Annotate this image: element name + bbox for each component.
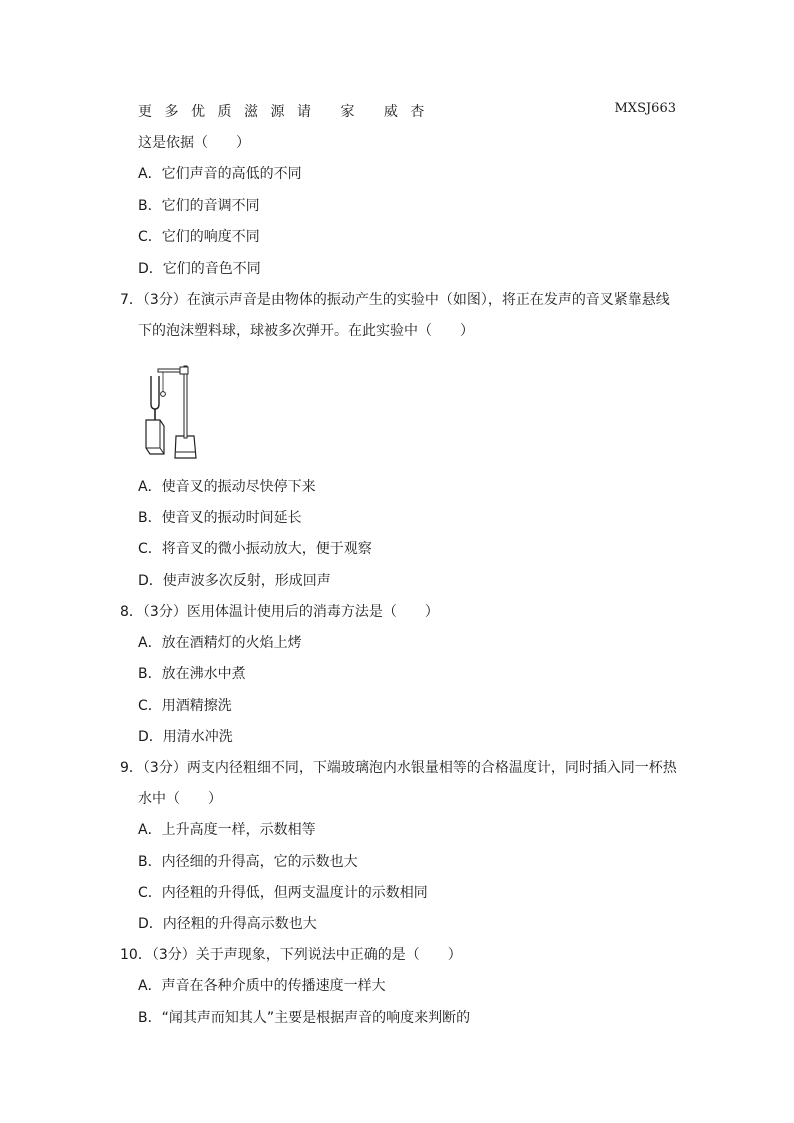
stand-clamp	[180, 367, 188, 374]
page-header	[138, 101, 676, 123]
q8-option-c: C．用酒精擦洗	[138, 698, 232, 714]
q7-stem-line2: 下的泡沫塑料球，球被多次弹开。在此实验中（ ）	[138, 323, 474, 339]
q9-option-c: C．内径粗的升得低，但两支温度计的示数相同	[138, 885, 428, 901]
header-watermark-text: 更多优质滋源请 家 威杏	[138, 104, 437, 120]
q9-option-b: B．内径细的升得高，它的示数也大	[138, 854, 358, 870]
q10-option-b: B．“闻其声而知其人”主要是根据声音的响度来判断的	[138, 1010, 471, 1026]
q8-option-d: D．用清水冲洗	[138, 729, 233, 745]
q6-continuation: 这是依据（ ）	[138, 135, 250, 151]
q9-option-d: D．内径粗的升得高示数也大	[138, 916, 317, 932]
tuning-fork-prongs	[151, 376, 159, 409]
q6-option-b: B．它们的音调不同	[138, 198, 260, 214]
stand-pole	[184, 366, 187, 438]
tuning-fork-figure	[138, 354, 208, 466]
q7-option-b: B．使音叉的振动时间延长	[138, 510, 302, 526]
q8-option-b: B．放在沸水中煮	[138, 666, 246, 682]
q6-option-d: D．它们的音色不同	[138, 261, 261, 277]
q6-option-c: C．它们的响度不同	[138, 229, 260, 245]
q9-option-a: A．上升高度一样，示数相等	[138, 822, 316, 838]
stand-base	[175, 436, 196, 458]
q10-option-a: A．声音在各种介质中的传播速度一样大	[138, 978, 386, 994]
foam-ball	[161, 392, 166, 397]
q7-stem-line1: 7．（3分）在演示声音是由物体的振动产生的实验中（如图），将正在发声的音叉紧靠悬线	[120, 292, 670, 308]
q8-stem: 8．（3分）医用体温计使用后的消毒方法是（ ）	[120, 604, 439, 620]
q10-stem: 10．（3分）关于声现象，下列说法中正确的是（ ）	[120, 947, 462, 963]
q9-stem-line2: 水中（ ）	[138, 791, 222, 807]
q6-option-a: A．它们声音的高低的不同	[138, 166, 302, 182]
header-code: MXSJ663	[614, 101, 676, 116]
q8-option-a: A．放在酒精灯的火焰上烤	[138, 635, 302, 651]
q7-option-c: C．将音叉的微小振动放大，便于观察	[138, 541, 372, 557]
q7-option-d: D．使声波多次反射，形成回声	[138, 573, 331, 589]
resonance-box	[146, 420, 164, 454]
q7-option-a: A．使音叉的振动尽快停下来	[138, 479, 316, 495]
q9-stem-line1: 9．（3分）两支内径粗细不同，下端玻璃泡内水银量相等的合格温度计，同时插入同一杯热	[120, 760, 677, 776]
